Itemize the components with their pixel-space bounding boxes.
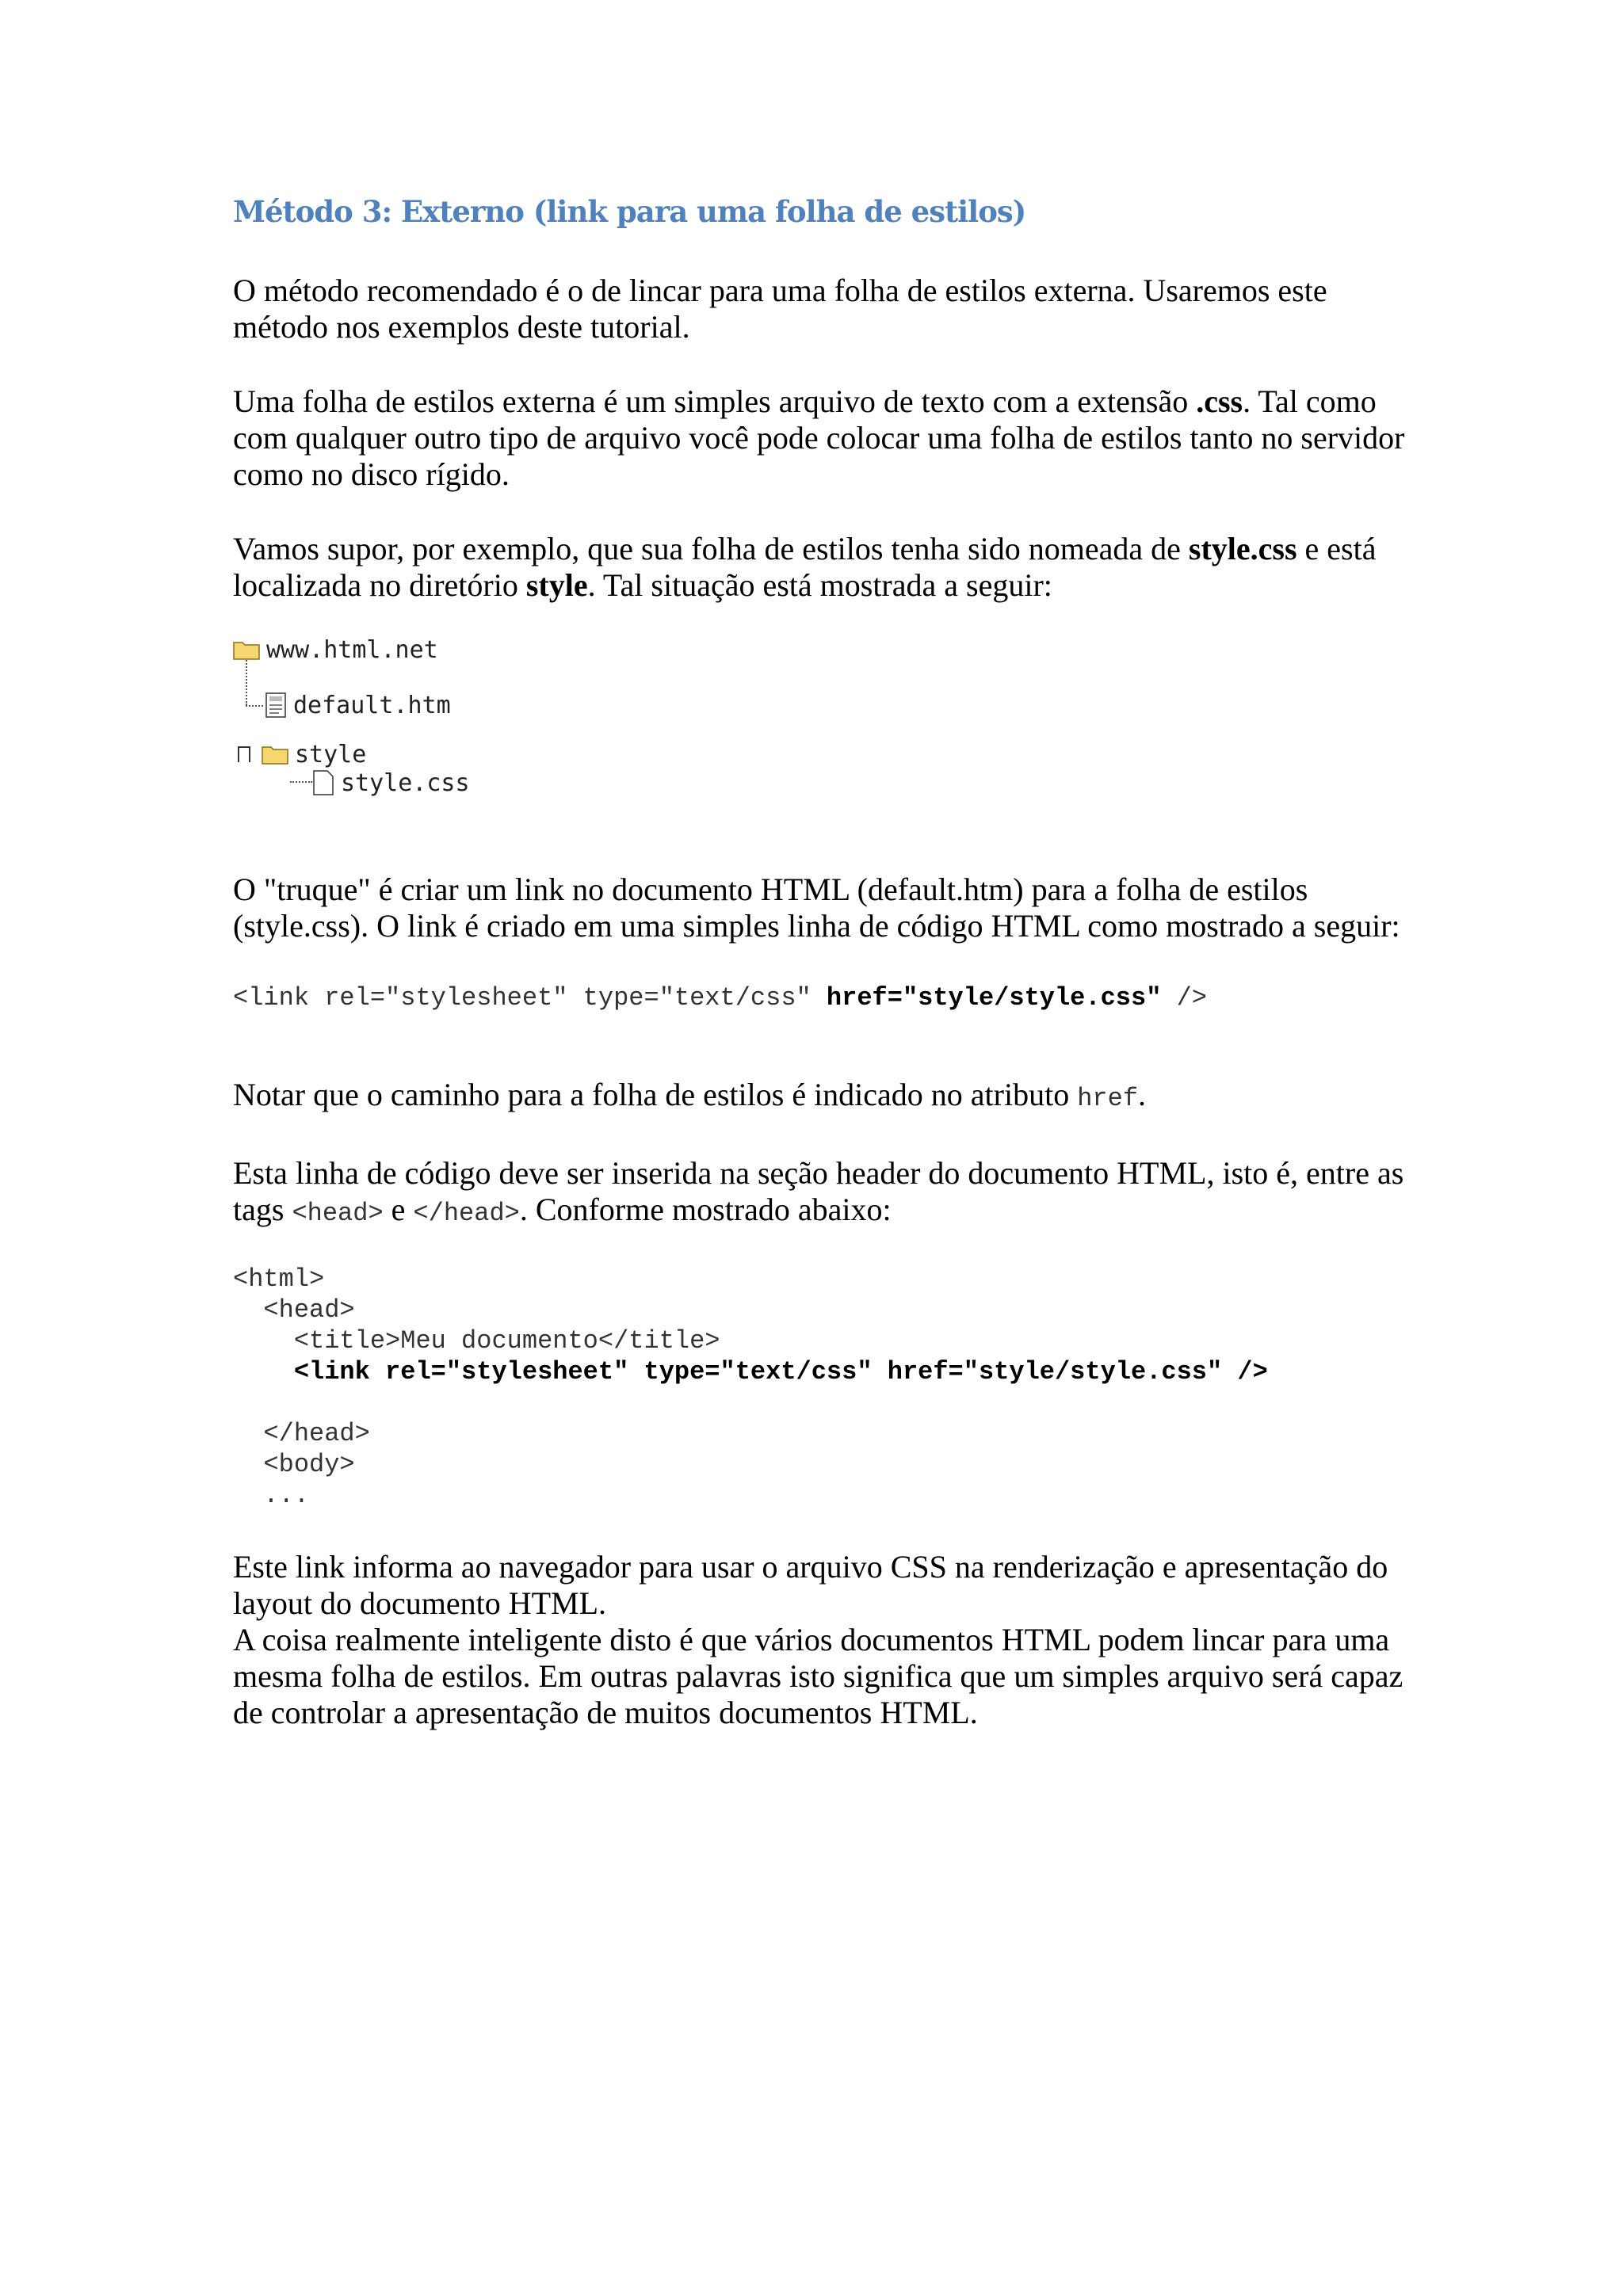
paragraph-example bbox=[233, 531, 1406, 604]
text: e bbox=[383, 1192, 414, 1227]
code-line: ... bbox=[233, 1481, 310, 1510]
tree-connector bbox=[246, 705, 263, 707]
tree-file-style[interactable] bbox=[312, 767, 470, 799]
paragraph-external-stylesheet bbox=[233, 383, 1406, 493]
tree-folder-label: style bbox=[295, 740, 367, 769]
code-html-document bbox=[233, 1264, 1406, 1511]
tree-root[interactable] bbox=[233, 634, 438, 666]
directory-tree bbox=[233, 632, 1406, 816]
code-line: </head> bbox=[233, 1419, 370, 1448]
html-file-icon bbox=[265, 692, 287, 719]
tree-file-default[interactable] bbox=[265, 689, 451, 721]
paragraph-path-note bbox=[233, 1077, 1406, 1117]
tree-file-label: default.htm bbox=[293, 691, 451, 719]
tree-folder-style[interactable] bbox=[238, 738, 366, 770]
code-line: <body> bbox=[233, 1450, 355, 1479]
directory-bold: style bbox=[525, 567, 588, 603]
inline-code-head: <head> bbox=[292, 1199, 384, 1228]
tree-expander-icon[interactable] bbox=[238, 746, 250, 762]
folder-icon bbox=[262, 744, 288, 765]
code-link-tag bbox=[233, 982, 1406, 1013]
filename-bold: style.css bbox=[1188, 531, 1297, 566]
document-body bbox=[233, 189, 1406, 1769]
code-line: <html> bbox=[233, 1264, 325, 1294]
code-line: <title>Meu documento</title> bbox=[233, 1326, 720, 1356]
paragraph-trick: O "truque" é criar um link no documento HTML (default.htm) para a folha de estilos (style.css). O link é criado em uma simples linha de código HTML como mostrado a seguir: bbox=[233, 871, 1400, 944]
text: . Tal situação está mostrada a seguir: bbox=[587, 567, 1052, 603]
tree-connector bbox=[290, 781, 312, 783]
inline-code-href: href bbox=[1077, 1084, 1139, 1113]
text: Vamos supor, por exemplo, que sua folha de estilos tenha sido nomeada de bbox=[233, 531, 1189, 566]
paragraph-smart-thing: A coisa realmente inteligente disto é que vários documentos HTML podem lincar para uma mesma folha de estilos. Em outras palavras isto significa que um simples arquivo será capaz de controlar a apresentação de muitos documentos HTML. bbox=[233, 1622, 1403, 1730]
tree-file-label: style.css bbox=[341, 769, 470, 797]
code-text: /> bbox=[1161, 983, 1207, 1013]
code-text: <link rel="stylesheet" type="text/css" bbox=[233, 983, 827, 1013]
code-line-link: <link rel="stylesheet" type="text/css" href="style/style.css" /> bbox=[233, 1357, 1268, 1386]
code-line: <head> bbox=[233, 1295, 355, 1325]
text: . Tal como com qualquer outro tipo de arquivo você pode colocar uma folha de estilos tanto no servidor como no disco rígido. bbox=[233, 383, 1405, 492]
text: . Conforme mostrado abaixo: bbox=[519, 1192, 892, 1227]
paragraph-recommended-method: O método recomendado é o de lincar para uma folha de estilos externa. Usaremos este método nos exemplos deste tutorial. bbox=[233, 273, 1327, 345]
css-extension: .css bbox=[1196, 383, 1243, 419]
paragraph-link-informs: Este link informa ao navegador para usar o arquivo CSS na renderização e apresentação do layout do documento HTML. bbox=[233, 1549, 1388, 1621]
folder-icon bbox=[233, 639, 260, 660]
file-icon bbox=[312, 769, 334, 796]
text: Notar que o caminho para a folha de estilos é indicado no atributo bbox=[233, 1077, 1078, 1112]
text: Esta linha de código deve ser inserida na seção header do documento HTML, isto é, entre as tags bbox=[233, 1155, 1404, 1227]
inline-code-head-close: </head> bbox=[413, 1199, 520, 1228]
text: Uma folha de estilos externa é um simples arquivo de texto com a extensão bbox=[233, 383, 1197, 419]
text: . bbox=[1138, 1077, 1147, 1112]
paragraph-header-section bbox=[233, 1155, 1406, 1232]
tree-root-label: www.html.net bbox=[266, 635, 438, 664]
code-href: href="style/style.css" bbox=[826, 983, 1162, 1013]
section-heading: Método 3: Externo (link para uma folha de estilos) bbox=[233, 194, 1026, 229]
text: e está localizada no diretório bbox=[233, 531, 1377, 603]
